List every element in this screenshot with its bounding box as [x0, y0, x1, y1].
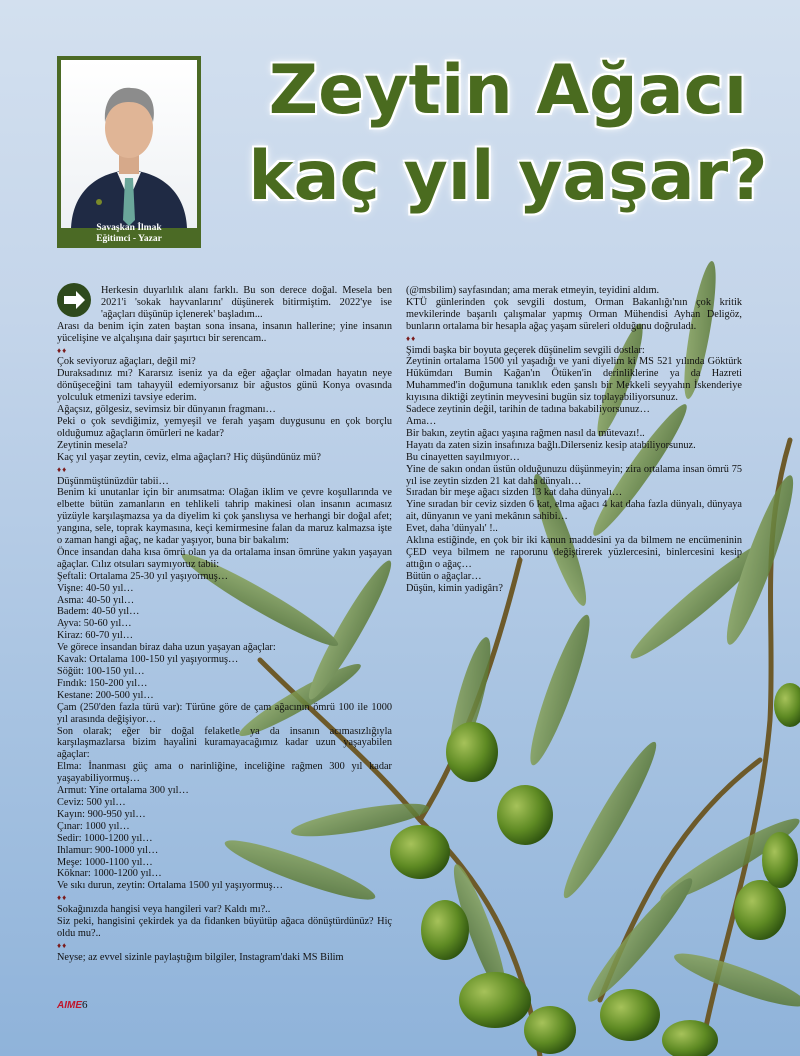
paragraph: Bütün o ağaçlar…	[406, 570, 482, 582]
page-footer	[57, 999, 88, 1011]
paragraph: Peki o çok sevdiğimiz, yemyeşil ve ferah yaşam duygusunu en çok borçlu olduğumuz ağaçların ömürleri ne kadar?	[57, 415, 392, 439]
paragraph: Önce insandan daha kısa ömrü olan ya da ortalama insan ömrüne yakın yaşayan ağaçlar. Cılız otsuları saymıyoruz tabii:	[57, 546, 392, 570]
paragraph: Kestane: 200-500 yıl…	[57, 689, 154, 701]
paragraph: Hayatı da zaten sizin insafınıza bağlı.Dilerseniz kesip atabiliyorsunuz.	[406, 439, 696, 451]
paragraph: Kayın: 900-950 yıl…	[57, 808, 146, 820]
title-line-1: Zeytin Ağacı	[268, 51, 748, 130]
paragraph: Aklına estiğinde, en çok bir iki kanun maddesini ya da bilmem ne encümeninin ÇED veya bilmem ne raporunu değiştirerek yüzlercesini, binlercesini kesip attığın o ağaç…	[406, 535, 742, 570]
paragraph: Çınar: 1000 yıl…	[57, 820, 130, 832]
paragraph: Kaç yıl yaşar zeytin, ceviz, elma ağaçları? Hiç düşündünüz mü?	[57, 451, 321, 463]
paragraph: Şimdi başka bir boyuta geçerek düşünelim sevgili dostlar:	[406, 344, 645, 356]
article-column-1	[57, 285, 392, 964]
author-photo	[61, 60, 197, 228]
paragraph: Son olarak; eğer bir doğal felaketle ya da insanın acımasızlığıyla karşılaşmazlarsa bizim hayalini kuramayacağımız kadar uzun yaşayabilen ağaçlar:	[57, 725, 392, 761]
author-photo-frame	[57, 56, 201, 248]
paragraph: Duraksadınız mı? Kararsız iseniz ya da eğer ağaçlar olmadan hayatın neye dönüşeceğini tam tahayyül edemiyorsanız bir ağustos günü Konya ovasında yolculuk etmenizi tavsiye ederim.	[57, 368, 392, 404]
paragraph: Benim ki unutanlar için bir anımsatma: Olağan iklim ve çevre koşullarında ve elbette bütün zamanların en tehlikeli tahrip makinesi olan insanın acımasız yüzüyle karşılaşmazsa ya da diyelim ki çok şanslıysa ve herhangi bir doğal afet; yangına, sele, toprak kaymasına, keçi kemirmesine falan da maruz kalmazsa işte o zaman hangi ağaç, ne kadar yaşıyor, buna bir bakalım:	[57, 487, 392, 547]
section-divider: ♦♦	[57, 464, 68, 474]
paragraph: Sıradan bir meşe ağacı sizden 13 kat daha dünyalı…	[406, 487, 623, 499]
paragraph: Bu cinayetten sayılmıyor…	[406, 451, 520, 463]
section-divider: ♦♦	[406, 333, 417, 343]
paragraph: Düşün, kimin yadigârı?	[406, 582, 503, 594]
paragraph: Meşe: 1000-1100 yıl…	[57, 856, 153, 868]
paragraph: Sadece zeytinin değil, tarihin de tadına bakabiliyorsunuz…	[406, 404, 650, 416]
section-divider: ♦♦	[57, 345, 68, 355]
paragraph: Ağaçsız, gölgesiz, sevimsiz bir dünyanın fragmanı…	[57, 404, 276, 416]
paragraph: Çam (250'den fazla türü var): Türüne göre de çam ağacının ömrü 100 ile 1000 yıl arasında değişiyor…	[57, 701, 392, 725]
paragraph: Elma: İnanması güç ama o narinliğine, inceliğine rağmen 300 yıl kadar yaşayabiliyormuş…	[57, 761, 392, 785]
paragraph: Kavak: Ortalama 100-150 yıl yaşıyormuş…	[57, 654, 239, 666]
section-divider: ♦♦	[57, 893, 68, 903]
magazine-logo: AIME	[57, 1000, 82, 1011]
paragraph: Evet, daha 'dünyalı' !..	[406, 523, 498, 535]
paragraph: Vişne: 40-50 yıl…	[57, 582, 134, 594]
paragraph: Kiraz: 60-70 yıl…	[57, 630, 134, 642]
paragraph: Zeytinin mesela?	[57, 439, 128, 451]
paragraph: Sedir: 1000-1200 yıl…	[57, 832, 153, 844]
article-column-2	[406, 285, 742, 595]
paragraph: Siz peki, hangisini çekirdek ya da fidanken büyütüp ağaca dönüştürdünüz? Hiç oldu mu?..	[57, 916, 392, 939]
paragraph: Asma: 40-50 yıl…	[57, 594, 135, 606]
paragraph: Ve görece insandan biraz daha uzun yaşayan ağaçlar:	[57, 642, 276, 654]
paragraph: Şeftali: Ortalama 25-30 yıl yaşıyormuş…	[57, 570, 229, 582]
paragraph: Zeytinin ortalama 1500 yıl yaşadığı ve yani diyelim ki MS 521 yılında Göktürk Hükümdarı Bumin Kağan'ın Ötüken'in derinliklerine ya da Hazreti Muhammed'in doğumuna tanıklık eden şanslı bir Mekkeli seyyahın İskenderiye kıyısına diktiği zeytinin meyvesini bugün siz toplayabiliyorsunuz.	[406, 356, 742, 404]
paragraph: Armut: Yine ortalama 300 yıl…	[57, 785, 189, 797]
paragraph: Fındık: 150-200 yıl…	[57, 677, 148, 689]
page-title	[218, 48, 798, 220]
paragraph: Neyse; az evvel sizinle paylaştığım bilgiler, Instagram'daki MS Bilim	[57, 951, 344, 963]
author-role: Eğitimci - Yazar	[96, 234, 162, 244]
paragraph: (@msbilim) sayfasından; ama merak etmeyin, teyidini aldım.	[406, 285, 660, 296]
section-divider: ♦♦	[57, 940, 68, 950]
author-name: Savaşkan İlmak	[96, 223, 162, 233]
paragraph: Ceviz: 500 yıl…	[57, 796, 126, 808]
paragraph: Çok seviyoruz ağaçları, değil mi?	[57, 356, 196, 368]
paragraph: Köknar: 1000-1200 yıl…	[57, 868, 162, 880]
paragraph: Arası da benim için zaten baştan sona insana, insanın hallerine; yine insanın yücelişine ve alçalışına dair şaşırtıcı bir serencam..	[57, 320, 392, 344]
paragraph: Yine sıradan bir ceviz sizden 6 kat, elma ağacı 4 kat daha fazla dünyalı, dünyaya ait, dünyanın ve yani mekânın sahibi…	[406, 499, 742, 523]
paragraph: Ama…	[406, 415, 437, 427]
paragraph: Badem: 40-50 yıl…	[57, 606, 140, 618]
paragraph: Ve sıkı durun, zeytin: Ortalama 1500 yıl yaşıyormuş…	[57, 880, 283, 892]
paragraph: Bir bakın, zeytin ağacı yaşına rağmen nasıl da mütevazı!..	[406, 427, 645, 439]
intro-paragraph: Herkesin duyarlılık alanı farklı. Bu son derece doğal. Mesela ben 2021'i 'sokak hayvanlarını' düşünerek bitirmiştim. 2022'ye ise 'ağaçları düşünüp içlenerek' başladım...	[101, 285, 392, 320]
paragraph: Düşünmüştünüzdür tabii…	[57, 475, 169, 487]
paragraph: Ihlamur: 900-1000 yıl…	[57, 844, 159, 856]
title-line-2: kaç yıl yaşar?	[248, 137, 768, 216]
paragraph: Yine de sakın ondan üstün olduğunuzu düşünmeyin; zira ortalama insan ömrü 75 yıl ise zeytin sizden 21 kat daha dünyalı…	[406, 463, 742, 487]
page-number: 6	[82, 999, 88, 1011]
paragraph: KTÜ günlerinden çok sevgili dostum, Orman Bakanlığı'nın çok kritik mevkilerinde başarılı çalışmalar yapmış Orman Mühendisi Ayhan Deligöz, bunların ortalama bir hesapla ağaç yaşam süreleri olduğunu doğruladı.	[406, 296, 742, 332]
paragraph: Ayva: 50-60 yıl…	[57, 618, 132, 630]
paragraph: Söğüt: 100-150 yıl…	[57, 666, 145, 677]
paragraph: Sokağınızda hangisi veya hangileri var? Kaldı mı?..	[57, 904, 271, 916]
